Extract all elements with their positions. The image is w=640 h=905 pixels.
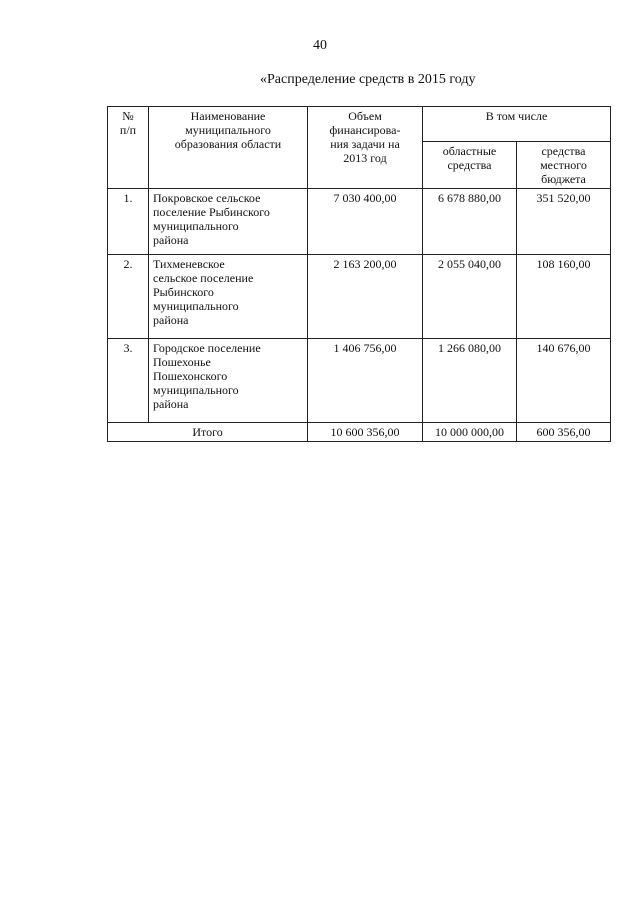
row-regional: 1 266 080,00 [423, 339, 517, 423]
allocation-table [107, 106, 611, 442]
row-regional: 6 678 880,00 [423, 189, 517, 255]
row-name: Тихменевское сельское поселение Рыбинского муниципального района [149, 255, 308, 339]
row-number: 3. [108, 339, 149, 423]
total-volume: 10 600 356,00 [308, 423, 423, 442]
row-number: 1. [108, 189, 149, 255]
row-local: 140 676,00 [517, 339, 611, 423]
row-volume: 1 406 756,00 [308, 339, 423, 423]
header-name: Наименование муниципального образования области [149, 107, 308, 189]
row-name: Городское поселение Пошехонье Пошехонского муниципального района [149, 339, 308, 423]
total-row [108, 423, 611, 442]
document-title: «Распределение средств в 2015 году [260, 72, 476, 87]
row-volume: 7 030 400,00 [308, 189, 423, 255]
header-row [108, 107, 611, 142]
row-volume: 2 163 200,00 [308, 255, 423, 339]
table-row [108, 189, 611, 255]
row-regional: 2 055 040,00 [423, 255, 517, 339]
row-local: 108 160,00 [517, 255, 611, 339]
table-row [108, 255, 611, 339]
total-label: Итого [108, 423, 308, 442]
total-local: 600 356,00 [517, 423, 611, 442]
table-row [108, 339, 611, 423]
row-local: 351 520,00 [517, 189, 611, 255]
header-including: В том числе [423, 107, 611, 142]
row-name: Покровское сельское поселение Рыбинского муниципального района [149, 189, 308, 255]
header-number: № п/п [108, 107, 149, 189]
row-number: 2. [108, 255, 149, 339]
page-number: 40 [313, 38, 327, 53]
header-local: средства местного бюджета [517, 142, 611, 189]
total-regional: 10 000 000,00 [423, 423, 517, 442]
header-regional: областные средства [423, 142, 517, 189]
header-volume: Объем финансирова- ния задачи на 2013 год [308, 107, 423, 189]
